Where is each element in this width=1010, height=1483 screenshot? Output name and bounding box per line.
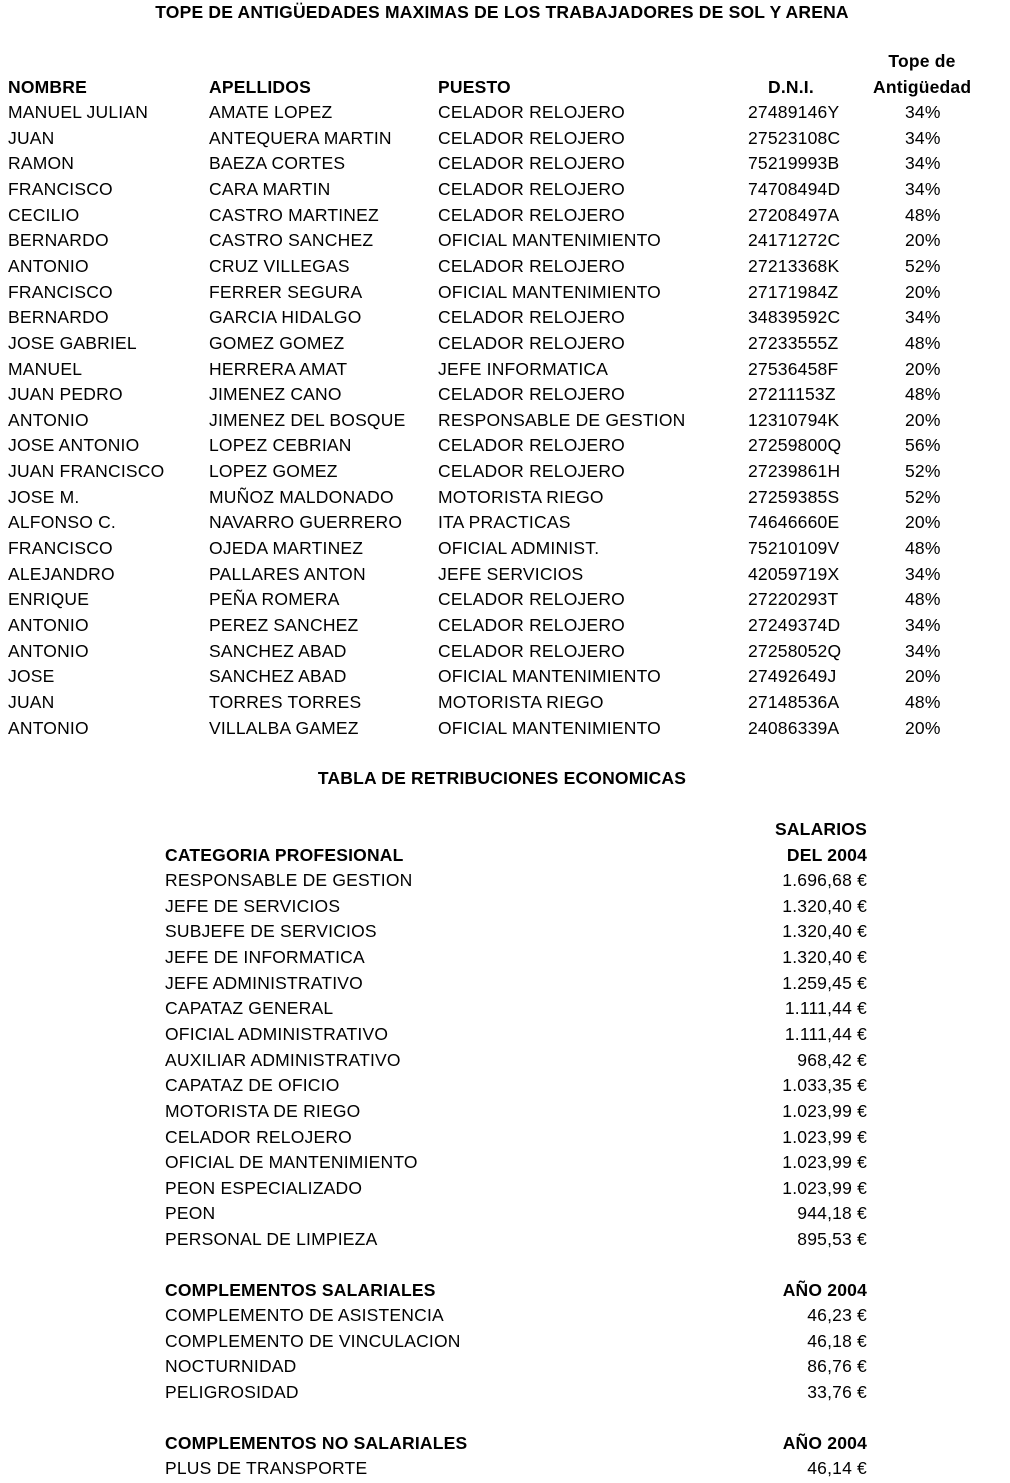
dni-cell: 27489146Y [748,102,840,122]
dni-header: D.N.I. [768,77,814,97]
tope-cell: 34% [905,102,941,122]
apellidos-cell: CRUZ VILLEGAS [209,255,350,276]
nombre-cell: ANTONIO [8,409,89,430]
category-row [165,896,867,921]
table-row [0,307,1010,332]
apellidos-cell: HERRERA AMAT [209,358,348,379]
no-salariales-year-header: AÑO 2004 [782,1433,867,1453]
tope-cell: 56% [905,435,941,456]
nombre-cell: JUAN PEDRO [8,384,123,405]
item-label: JEFE DE SERVICIOS [165,895,341,916]
tope-cell: 20% [905,512,941,533]
salarial-row [165,1331,867,1356]
dni-cell: 27523108C [748,127,841,148]
apellidos-cell: ANTEQUERA MARTIN [209,127,392,148]
apellidos-cell: CARA MARTIN [209,178,331,199]
apellidos-cell: GARCIA HIDALGO [209,307,362,328]
salarial-row [165,1305,867,1330]
puesto-cell: JEFE SERVICIOS [438,563,584,584]
item-amount: 1.320,40 € [782,946,867,967]
nombre-cell: JOSE [8,666,55,687]
item-label: CAPATAZ GENERAL [165,998,334,1019]
category-row [165,947,867,972]
apellidos-cell: MUÑOZ MALDONADO [209,486,394,507]
category-row [165,1101,867,1126]
salary-header-row-1 [165,819,867,844]
item-amount: 1.111,44 € [784,1023,867,1044]
table-row [0,718,1010,743]
puesto-cell: CELADOR RELOJERO [438,435,625,456]
puesto-cell: OFICIAL MANTENIMIENTO [438,666,661,687]
complementos-salariales-header: COMPLEMENTOS SALARIALES [165,1280,436,1300]
nombre-cell: ANTONIO [8,640,89,661]
tope-cell: 52% [905,461,941,482]
tope-cell: 20% [905,230,941,251]
dni-cell: 27536458F [748,358,839,379]
puesto-cell: CELADOR RELOJERO [438,307,625,328]
apellidos-cell: LOPEZ GOMEZ [209,461,338,482]
puesto-cell: OFICIAL MANTENIMIENTO [438,281,661,302]
tope-cell: 20% [905,281,941,302]
category-row [165,1024,867,1049]
puesto-cell: CELADOR RELOJERO [438,589,625,610]
apellidos-cell: FERRER SEGURA [209,281,363,302]
apellidos-cell: NAVARRO GUERRERO [209,512,403,533]
table-row [0,615,1010,640]
nombre-cell: JOSE ANTONIO [8,435,140,456]
dni-cell: 27259800Q [748,435,842,456]
nombre-cell: ALEJANDRO [8,563,115,584]
table-row [0,461,1010,486]
puesto-cell: OFICIAL MANTENIMIENTO [438,717,661,738]
item-label: PELIGROSIDAD [165,1381,299,1402]
item-amount: 1.696,68 € [782,870,867,890]
nombre-header: NOMBRE [8,77,87,97]
item-amount: 1.023,99 € [782,1100,867,1121]
table-row [0,589,1010,614]
dni-cell: 27258052Q [748,640,842,661]
nombre-cell: ANTONIO [8,717,89,738]
table-row [0,538,1010,563]
table-row [0,487,1010,512]
item-label: MOTORISTA DE RIEGO [165,1100,361,1121]
apellidos-cell: PEÑA ROMERA [209,589,340,610]
item-amount: 46,18 € [807,1330,867,1351]
item-label: PLUS DE TRANSPORTE [165,1458,368,1478]
apellidos-cell: AMATE LOPEZ [209,102,333,122]
puesto-cell: CELADOR RELOJERO [438,255,625,276]
dni-cell: 74646660E [748,512,840,533]
no-salariales-header-row [165,1433,867,1458]
dni-cell: 24086339A [748,717,840,738]
salarial-row [165,1382,867,1407]
tope-cell: 20% [905,358,941,379]
dni-cell: 27259385S [748,486,840,507]
nombre-cell: JOSE GABRIEL [8,332,137,353]
item-label: JEFE DE INFORMATICA [165,946,365,967]
puesto-cell: CELADOR RELOJERO [438,153,625,174]
dni-cell: 75210109V [748,538,840,559]
apellidos-cell: PEREZ SANCHEZ [209,615,359,635]
item-amount: 33,76 € [807,1381,867,1402]
dni-cell: 42059719X [748,563,840,584]
apellidos-cell: LOPEZ CEBRIAN [209,435,352,456]
tope-cell: 52% [905,486,941,507]
puesto-cell: JEFE INFORMATICA [438,358,609,379]
table-row [0,230,1010,255]
category-row [165,921,867,946]
table-row [0,512,1010,537]
nombre-cell: CECILIO [8,204,80,225]
nombre-cell: FRANCISCO [8,281,113,302]
dni-cell: 27211153Z [748,384,836,405]
tope-cell: 48% [905,384,941,405]
puesto-cell: MOTORISTA RIEGO [438,691,604,712]
item-amount: 1.259,45 € [782,972,867,993]
salary-header-row-2 [165,845,867,870]
item-label: COMPLEMENTO DE ASISTENCIA [165,1305,444,1325]
item-amount: 1.033,35 € [782,1075,867,1096]
puesto-cell: OFICIAL MANTENIMIENTO [438,230,661,251]
nombre-cell: ENRIQUE [8,589,90,610]
dni-cell: 27239861H [748,461,841,482]
category-row [165,1152,867,1177]
category-row [165,1075,867,1100]
dni-cell: 27249374D [748,615,841,635]
item-amount: 1.320,40 € [782,895,867,916]
dni-cell: 74708494D [748,178,841,199]
table-row [0,333,1010,358]
table-row [0,564,1010,589]
table-row [0,153,1010,178]
item-amount: 1.023,99 € [782,1126,867,1147]
antiguedades-title: TOPE DE ANTIGÜEDADES MAXIMAS DE LOS TRABAJADORES DE SOL Y ARENA [155,2,849,22]
tope-cell: 34% [905,127,941,148]
table-row [0,384,1010,409]
tope-cell: 48% [905,332,941,353]
salariales-year-header: AÑO 2004 [782,1280,867,1300]
nombre-cell: JUAN FRANCISCO [8,461,165,482]
puesto-cell: RESPONSABLE DE GESTION [438,409,686,430]
apellidos-cell: GOMEZ GOMEZ [209,332,345,353]
item-label: NOCTURNIDAD [165,1356,297,1377]
item-amount: 46,14 € [807,1458,867,1478]
category-row [165,998,867,1023]
puesto-cell: ITA PRACTICAS [438,512,571,533]
table-row [0,410,1010,435]
item-label: RESPONSABLE DE GESTION [165,870,413,890]
tope-cell: 48% [905,204,941,225]
tope-header-line2: Antigüedad [873,77,972,97]
item-label: AUXILIAR ADMINISTRATIVO [165,1049,401,1070]
item-amount: 944,18 € [797,1203,867,1224]
nombre-cell: JUAN [8,691,55,712]
table-row [0,179,1010,204]
apellidos-cell: SANCHEZ ABAD [209,666,347,687]
item-label: PEON ESPECIALIZADO [165,1177,363,1198]
apellidos-cell: CASTRO SANCHEZ [209,230,374,251]
dni-cell: 27208497A [748,204,840,225]
puesto-cell: CELADOR RELOJERO [438,204,625,225]
table-row [0,128,1010,153]
category-row [165,1127,867,1152]
category-row [165,1050,867,1075]
apellidos-cell: CASTRO MARTINEZ [209,204,379,225]
nombre-cell: RAMON [8,153,75,174]
puesto-cell: CELADOR RELOJERO [438,461,625,482]
table-row [0,435,1010,460]
tope-cell: 34% [905,640,941,661]
dni-cell: 12310794K [748,409,840,430]
table-row [0,692,1010,717]
tope-cell: 48% [905,538,941,559]
table-row [0,102,1010,127]
item-label: CAPATAZ DE OFICIO [165,1075,340,1096]
retribuciones-title: TABLA DE RETRIBUCIONES ECONOMICAS [317,768,687,788]
category-row [165,1178,867,1203]
item-label: OFICIAL DE MANTENIMIENTO [165,1152,418,1173]
tope-cell: 20% [905,666,941,687]
puesto-cell: CELADOR RELOJERO [438,332,625,353]
item-amount: 1.320,40 € [782,921,867,942]
complementos-no-salariales-header: COMPLEMENTOS NO SALARIALES [165,1433,468,1453]
apellidos-cell: PALLARES ANTON [209,563,366,584]
nombre-cell: JOSE M. [8,486,80,507]
dni-cell: 27213368K [748,255,840,276]
table-row [0,282,1010,307]
salariales-header-row [165,1280,867,1305]
item-amount: 86,76 € [807,1356,867,1377]
table-row [0,641,1010,666]
puesto-cell: CELADOR RELOJERO [438,640,625,661]
category-row [165,1203,867,1228]
table-row [0,359,1010,384]
dni-cell: 27220293T [748,589,839,610]
apellidos-cell: VILLALBA GAMEZ [209,717,359,738]
puesto-cell: OFICIAL ADMINIST. [438,538,600,559]
item-label: JEFE ADMINISTRATIVO [165,972,363,993]
tope-cell: 34% [905,178,941,199]
salarial-row [165,1356,867,1381]
tope-cell: 34% [905,563,941,584]
tope-cell: 48% [905,589,941,610]
dni-cell: 24171272C [748,230,841,251]
table-row [0,256,1010,281]
salarios-header-line1: SALARIOS [774,819,867,839]
item-amount: 46,23 € [807,1305,867,1325]
apellidos-cell: JIMENEZ CANO [209,384,342,405]
apellidos-cell: BAEZA CORTES [209,153,346,174]
item-amount: 1.111,44 € [784,998,867,1019]
apellidos-cell: TORRES TORRES [209,691,362,712]
puesto-cell: CELADOR RELOJERO [438,178,625,199]
item-label: SUBJEFE DE SERVICIOS [165,921,377,942]
tope-cell: 20% [905,409,941,430]
apellidos-cell: JIMENEZ DEL BOSQUE [209,409,406,430]
item-label: CELADOR RELOJERO [165,1126,352,1147]
puesto-header: PUESTO [438,77,511,97]
item-amount: 1.023,99 € [782,1177,867,1198]
nombre-cell: JUAN [8,127,55,148]
item-label: COMPLEMENTO DE VINCULACION [165,1330,461,1351]
table-row [0,205,1010,230]
apellidos-cell: SANCHEZ ABAD [209,640,347,661]
category-row [165,973,867,998]
tope-cell: 34% [905,615,941,635]
item-label: PERSONAL DE LIMPIEZA [165,1229,378,1250]
tope-cell: 48% [905,691,941,712]
dni-cell: 27233555Z [748,332,839,353]
no-salarial-row [165,1458,867,1483]
nombre-cell: ANTONIO [8,255,89,276]
salarios-header-line2: DEL 2004 [786,845,867,865]
dni-cell: 27171984Z [748,281,839,302]
apellidos-cell: OJEDA MARTINEZ [209,538,364,559]
tope-cell: 20% [905,717,941,738]
tope-header-line1: Tope de [888,51,956,71]
category-row [165,870,867,895]
dni-cell: 75219993B [748,153,840,174]
nombre-cell: MANUEL JULIAN [8,102,149,122]
nombre-cell: ANTONIO [8,615,89,635]
dni-cell: 27492649J [748,666,837,687]
item-amount: 968,42 € [797,1049,867,1070]
nombre-cell: ALFONSO C. [8,512,116,533]
tope-cell: 34% [905,153,941,174]
nombre-cell: FRANCISCO [8,178,113,199]
item-label: PEON [165,1203,216,1224]
tope-cell: 34% [905,307,941,328]
category-row [165,1229,867,1254]
categoria-header: CATEGORIA PROFESIONAL [165,845,404,865]
nombre-cell: BERNARDO [8,307,109,328]
table-row [0,666,1010,691]
item-label: OFICIAL ADMINISTRATIVO [165,1023,389,1044]
apellidos-header: APELLIDOS [209,77,311,97]
nombre-cell: FRANCISCO [8,538,113,559]
puesto-cell: CELADOR RELOJERO [438,102,625,122]
dni-cell: 34839592C [748,307,841,328]
puesto-cell: MOTORISTA RIEGO [438,486,604,507]
item-amount: 895,53 € [797,1229,867,1250]
puesto-cell: CELADOR RELOJERO [438,384,625,405]
item-amount: 1.023,99 € [782,1152,867,1173]
puesto-cell: CELADOR RELOJERO [438,127,625,148]
nombre-cell: BERNARDO [8,230,109,251]
puesto-cell: CELADOR RELOJERO [438,615,625,635]
dni-cell: 27148536A [748,691,840,712]
tope-cell: 52% [905,255,941,276]
nombre-cell: MANUEL [8,358,83,379]
